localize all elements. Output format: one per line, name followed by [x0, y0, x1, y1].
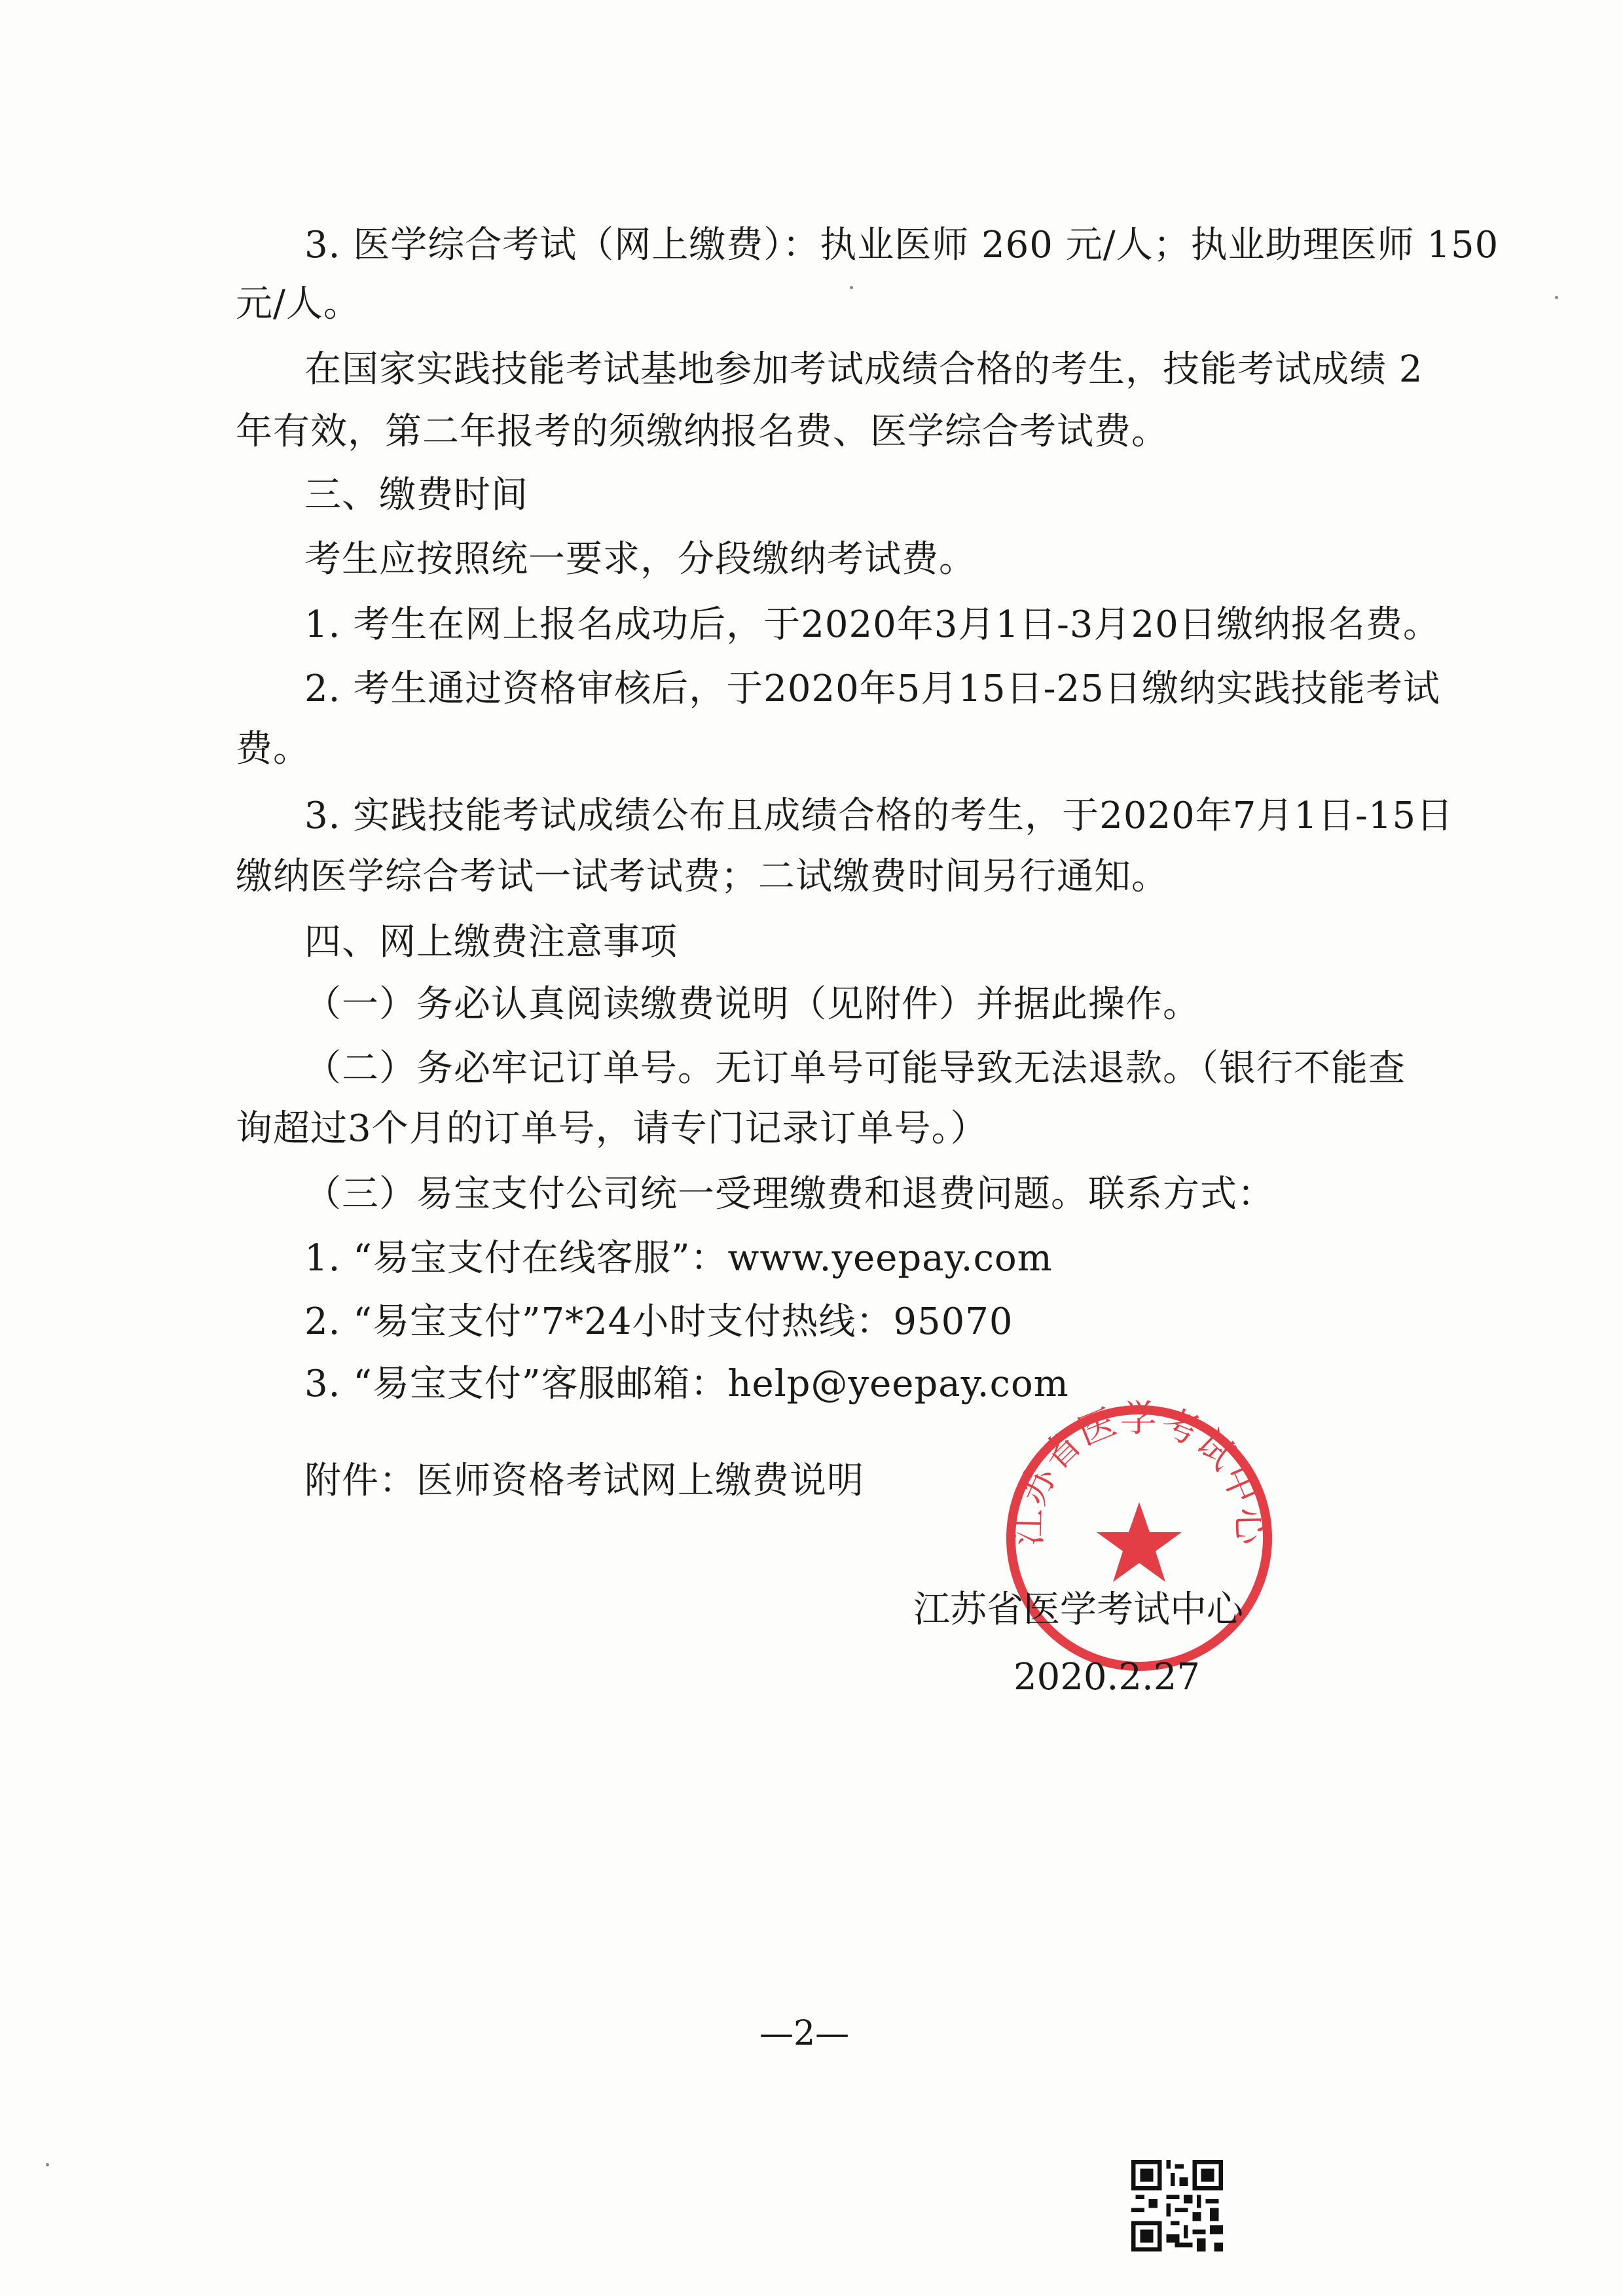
section-heading-payment-time: 三、缴费时间 — [304, 474, 528, 516]
page-number: —2— — [759, 2014, 850, 2053]
list-item-skills-fee-line1: 2. 考生通过资格审核后，于2020年5月15日-25日缴纳实践技能考试 — [304, 668, 1440, 710]
qr-code — [1131, 2160, 1223, 2251]
attachment-line: 附件：医师资格考试网上缴费说明 — [304, 1460, 864, 1502]
svg-text:江苏省医学考试中心: 江苏省医学考试中心 — [1007, 1397, 1271, 1547]
note-item-read-instructions: （一）务必认真阅读缴费说明（见附件）并据此操作。 — [304, 983, 1200, 1026]
contact-item-hotline: 2. “易宝支付”7*24小时支付热线：95070 — [304, 1300, 1013, 1343]
list-item-comprehensive-fee-line1: 3. 实践技能考试成绩公布且成绩合格的考生，于2020年7月1日-15日 — [304, 795, 1454, 837]
list-item-skills-fee-line2: 费。 — [236, 728, 310, 770]
section-heading-online-payment-notes: 四、网上缴费注意事项 — [304, 921, 678, 963]
list-item-comprehensive-fee-line2: 缴纳医学综合考试一试考试费；二试缴费时间另行通知。 — [236, 855, 1169, 898]
note-item-yeepay-contact: （三）易宝支付公司统一受理缴费和退费问题。联系方式： — [304, 1173, 1275, 1215]
signature-organization: 江苏省医学考试中心 — [913, 1588, 1243, 1631]
scan-speck — [1555, 296, 1558, 299]
scan-speck — [46, 2163, 49, 2166]
paragraph-exam-fee-line2: 元/人。 — [236, 283, 361, 325]
paragraph-validity-line2: 年有效，第二年报考的须缴纳报名费、医学综合考试费。 — [236, 410, 1169, 453]
contact-item-email: 3. “易宝支付”客服邮箱：help@yeepay.com — [304, 1363, 1069, 1405]
contact-item-online-service: 1. “易宝支付在线客服”：www.yeepay.com — [304, 1237, 1053, 1280]
note-item-order-number-line1: （二）务必牢记订单号。无订单号可能导致无法退款。（银行不能查 — [304, 1047, 1406, 1090]
scan-speck — [850, 286, 853, 289]
official-seal-stamp — [998, 1397, 1280, 1679]
paragraph-validity-line1: 在国家实践技能考试基地参加考试成绩合格的考生，技能考试成绩 2 — [304, 348, 1423, 391]
paragraph-exam-fee-line1: 3. 医学综合考试（网上缴费）：执业医师 260 元/人；执业助理医师 150 — [304, 224, 1499, 266]
note-item-order-number-line2: 询超过3个月的订单号，请专门记录订单号。） — [236, 1107, 988, 1150]
paragraph-payment-instruction: 考生应按照统一要求，分段缴纳考试费。 — [304, 538, 976, 581]
list-item-registration-fee: 1. 考生在网上报名成功后，于2020年3月1日-3月20日缴纳报名费。 — [304, 603, 1440, 646]
signature-date: 2020.2.27 — [1013, 1656, 1201, 1698]
